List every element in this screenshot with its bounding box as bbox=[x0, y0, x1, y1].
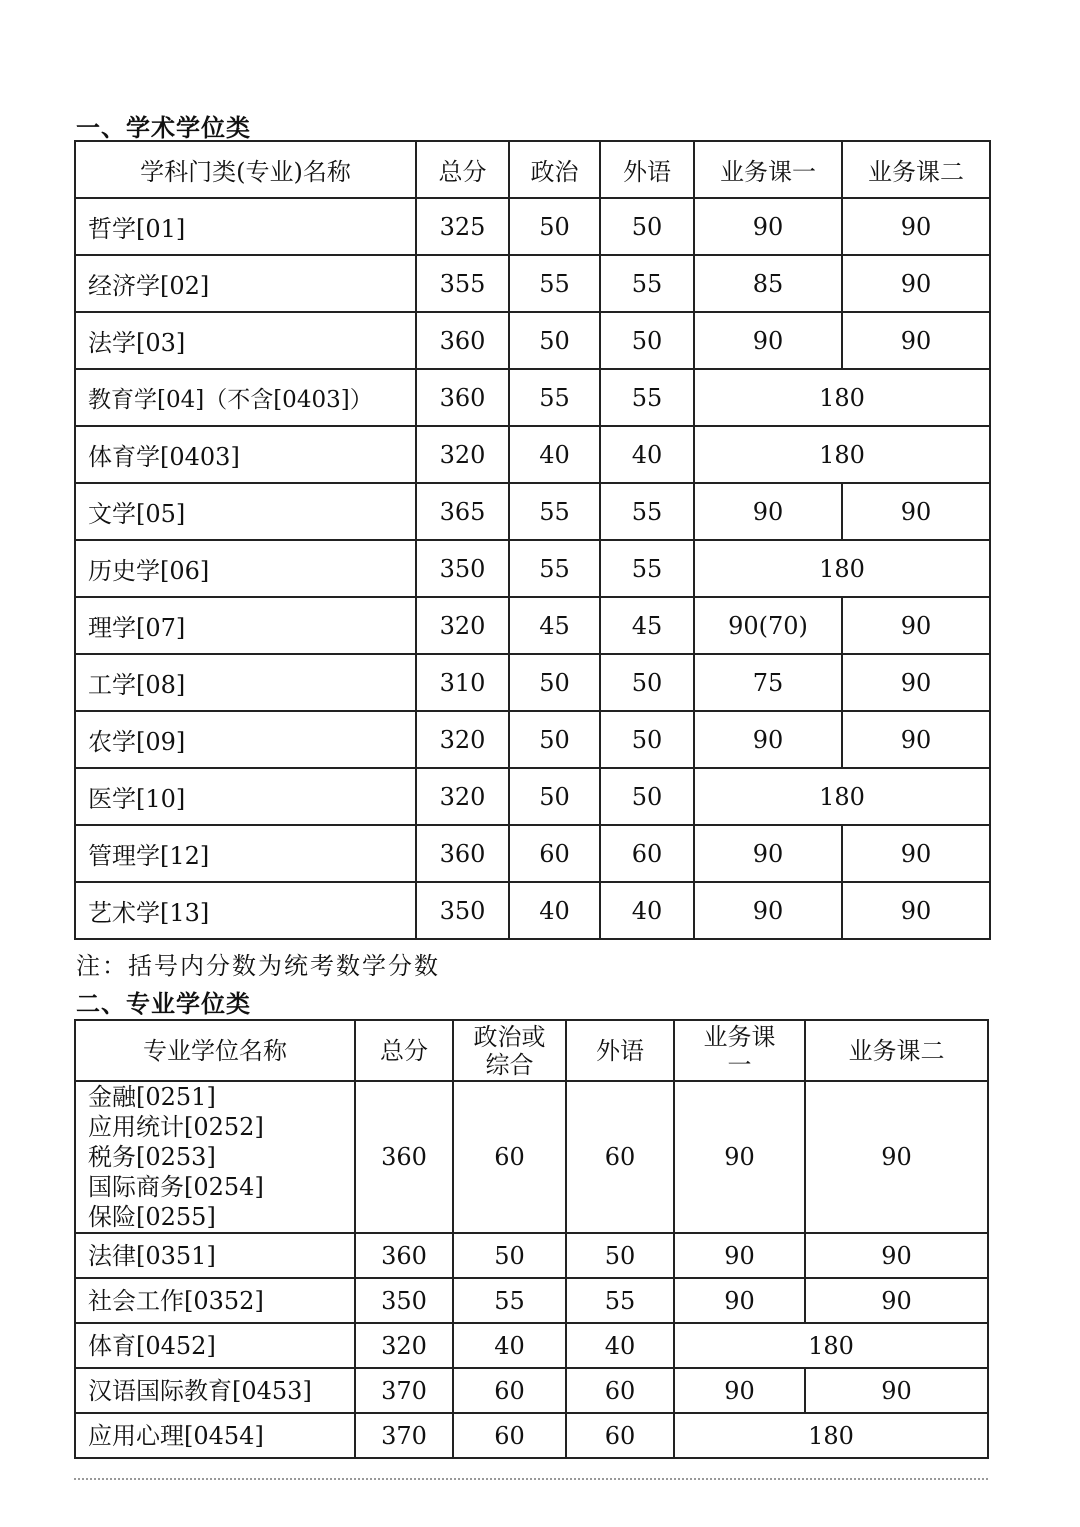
table-row bbox=[75, 1278, 988, 1323]
row-name: 法律[0351] bbox=[75, 1233, 355, 1278]
row-total: 310 bbox=[416, 654, 509, 711]
table-row bbox=[75, 1368, 988, 1413]
row-total: 360 bbox=[355, 1081, 453, 1233]
row-language: 45 bbox=[600, 597, 694, 654]
row-politics: 55 bbox=[509, 540, 600, 597]
row-total: 320 bbox=[355, 1323, 453, 1368]
row-total: 360 bbox=[416, 825, 509, 882]
table-row bbox=[75, 369, 990, 426]
row-course2: 90 bbox=[805, 1233, 988, 1278]
row-course2: 90 bbox=[842, 711, 990, 768]
row-name: 工学[08] bbox=[75, 654, 416, 711]
row-course1: 90 bbox=[694, 882, 842, 939]
row-course2: 90 bbox=[842, 312, 990, 369]
table-row bbox=[75, 711, 990, 768]
row-politics: 55 bbox=[509, 255, 600, 312]
row-language: 55 bbox=[566, 1278, 674, 1323]
row-language: 55 bbox=[600, 483, 694, 540]
row-name: 应用统计[0252] bbox=[88, 1113, 264, 1141]
row-politics: 60 bbox=[453, 1413, 566, 1458]
row-name: 历史学[06] bbox=[75, 540, 416, 597]
header-course1 bbox=[674, 1020, 805, 1081]
row-course1: 90 bbox=[694, 711, 842, 768]
row-name: 经济学[02] bbox=[75, 255, 416, 312]
table-row bbox=[75, 768, 990, 825]
row-total: 365 bbox=[416, 483, 509, 540]
header-line: 业务课 bbox=[703, 1022, 776, 1051]
footer-divider bbox=[74, 1478, 988, 1480]
academic-degree-table bbox=[74, 140, 991, 940]
header-subject: 学科门类(专业)名称 bbox=[75, 141, 416, 198]
table-row bbox=[75, 426, 990, 483]
row-politics: 60 bbox=[453, 1368, 566, 1413]
row-politics: 55 bbox=[509, 483, 600, 540]
row-course1: 90(70) bbox=[694, 597, 842, 654]
row-politics: 40 bbox=[509, 882, 600, 939]
row-total: 325 bbox=[416, 198, 509, 255]
row-course2: 90 bbox=[842, 597, 990, 654]
row-language: 55 bbox=[600, 369, 694, 426]
row-name: 国际商务[0254] bbox=[88, 1173, 264, 1201]
row-total: 360 bbox=[416, 369, 509, 426]
row-total: 320 bbox=[416, 768, 509, 825]
row-total: 350 bbox=[355, 1278, 453, 1323]
row-name: 文学[05] bbox=[75, 483, 416, 540]
row-course2: 90 bbox=[805, 1081, 988, 1233]
row-language: 40 bbox=[600, 426, 694, 483]
table-row bbox=[75, 483, 990, 540]
row-combined: 180 bbox=[674, 1413, 988, 1458]
row-course1: 90 bbox=[694, 825, 842, 882]
row-language: 55 bbox=[600, 540, 694, 597]
row-politics: 50 bbox=[509, 312, 600, 369]
row-total: 320 bbox=[416, 711, 509, 768]
row-politics: 40 bbox=[509, 426, 600, 483]
row-name: 农学[09] bbox=[75, 711, 416, 768]
table-row bbox=[75, 825, 990, 882]
row-politics: 50 bbox=[509, 654, 600, 711]
header-politics: 政治 bbox=[509, 141, 600, 198]
header-course2: 业务课二 bbox=[842, 141, 990, 198]
table-row bbox=[75, 1413, 988, 1458]
row-course1: 90 bbox=[674, 1368, 805, 1413]
row-name: 税务[0253] bbox=[88, 1143, 216, 1171]
row-course2: 90 bbox=[842, 255, 990, 312]
table-row bbox=[75, 654, 990, 711]
header-language: 外语 bbox=[566, 1020, 674, 1081]
row-name: 保险[0255] bbox=[88, 1203, 216, 1231]
header-line: 政治或 bbox=[473, 1022, 546, 1051]
row-course2: 90 bbox=[842, 654, 990, 711]
row-name: 社会工作[0352] bbox=[75, 1278, 355, 1323]
row-course2: 90 bbox=[805, 1368, 988, 1413]
row-course2: 90 bbox=[842, 825, 990, 882]
table-row bbox=[75, 198, 990, 255]
row-total: 350 bbox=[416, 882, 509, 939]
header-line: 综合 bbox=[485, 1050, 534, 1079]
row-total: 360 bbox=[416, 312, 509, 369]
row-language: 60 bbox=[566, 1081, 674, 1233]
row-course2: 90 bbox=[805, 1278, 988, 1323]
header-course1: 业务课一 bbox=[694, 141, 842, 198]
table-row bbox=[75, 1233, 988, 1278]
row-course1: 90 bbox=[674, 1278, 805, 1323]
row-language: 60 bbox=[566, 1368, 674, 1413]
row-language: 50 bbox=[566, 1233, 674, 1278]
header-total: 总分 bbox=[355, 1020, 453, 1081]
row-name: 金融[0251] bbox=[88, 1083, 216, 1111]
row-total: 320 bbox=[416, 597, 509, 654]
row-total: 355 bbox=[416, 255, 509, 312]
table-row bbox=[75, 540, 990, 597]
row-name: 哲学[01] bbox=[75, 198, 416, 255]
row-language: 50 bbox=[600, 198, 694, 255]
row-name: 教育学[04]（不含[0403]） bbox=[75, 369, 416, 426]
row-language: 50 bbox=[600, 654, 694, 711]
table-header-row bbox=[75, 1020, 988, 1081]
row-language: 50 bbox=[600, 711, 694, 768]
row-name: 理学[07] bbox=[75, 597, 416, 654]
row-politics: 60 bbox=[453, 1081, 566, 1233]
row-politics: 45 bbox=[509, 597, 600, 654]
row-name: 医学[10] bbox=[75, 768, 416, 825]
row-combined: 180 bbox=[694, 369, 990, 426]
row-course1: 85 bbox=[694, 255, 842, 312]
row-politics: 40 bbox=[453, 1323, 566, 1368]
table-row bbox=[75, 1323, 988, 1368]
header-degree-name: 专业学位名称 bbox=[75, 1020, 355, 1081]
table-note: 注：括号内分数为统考数学分数 bbox=[76, 952, 440, 980]
header-politics-or-comprehensive bbox=[453, 1020, 566, 1081]
row-politics: 50 bbox=[453, 1233, 566, 1278]
row-politics: 55 bbox=[453, 1278, 566, 1323]
section1-title: 一、学术学位类 bbox=[76, 114, 251, 142]
row-course1: 90 bbox=[694, 312, 842, 369]
row-politics: 50 bbox=[509, 198, 600, 255]
row-total: 360 bbox=[355, 1233, 453, 1278]
table-row bbox=[75, 1081, 988, 1233]
row-combined: 180 bbox=[694, 426, 990, 483]
section2-title: 二、专业学位类 bbox=[76, 990, 251, 1018]
row-language: 50 bbox=[600, 768, 694, 825]
row-course2: 90 bbox=[842, 483, 990, 540]
row-combined: 180 bbox=[694, 768, 990, 825]
row-politics: 60 bbox=[509, 825, 600, 882]
row-course1: 90 bbox=[674, 1233, 805, 1278]
header-total: 总分 bbox=[416, 141, 509, 198]
row-language: 50 bbox=[600, 312, 694, 369]
row-name: 体育学[0403] bbox=[75, 426, 416, 483]
row-politics: 50 bbox=[509, 768, 600, 825]
row-course1: 90 bbox=[694, 483, 842, 540]
table-row bbox=[75, 312, 990, 369]
header-language: 外语 bbox=[600, 141, 694, 198]
row-total: 370 bbox=[355, 1368, 453, 1413]
row-politics: 50 bbox=[509, 711, 600, 768]
header-course2: 业务课二 bbox=[805, 1020, 988, 1081]
row-course2: 90 bbox=[842, 198, 990, 255]
row-name: 汉语国际教育[0453] bbox=[75, 1368, 355, 1413]
row-language: 55 bbox=[600, 255, 694, 312]
row-total: 370 bbox=[355, 1413, 453, 1458]
table-row bbox=[75, 255, 990, 312]
row-name: 艺术学[13] bbox=[75, 882, 416, 939]
table-header-row bbox=[75, 141, 990, 198]
row-name: 法学[03] bbox=[75, 312, 416, 369]
row-course1: 90 bbox=[674, 1081, 805, 1233]
row-politics: 55 bbox=[509, 369, 600, 426]
row-name: 体育[0452] bbox=[75, 1323, 355, 1368]
row-course1: 75 bbox=[694, 654, 842, 711]
row-language: 60 bbox=[566, 1413, 674, 1458]
row-combined: 180 bbox=[674, 1323, 988, 1368]
row-course1: 90 bbox=[694, 198, 842, 255]
professional-degree-table bbox=[74, 1019, 989, 1459]
table-row bbox=[75, 597, 990, 654]
row-language: 40 bbox=[600, 882, 694, 939]
row-name-group bbox=[75, 1081, 355, 1233]
table-row bbox=[75, 882, 990, 939]
row-name: 应用心理[0454] bbox=[75, 1413, 355, 1458]
row-total: 320 bbox=[416, 426, 509, 483]
row-language: 40 bbox=[566, 1323, 674, 1368]
row-course2: 90 bbox=[842, 882, 990, 939]
row-name: 管理学[12] bbox=[75, 825, 416, 882]
row-combined: 180 bbox=[694, 540, 990, 597]
header-line: 一 bbox=[727, 1050, 752, 1079]
row-total: 350 bbox=[416, 540, 509, 597]
row-language: 60 bbox=[600, 825, 694, 882]
